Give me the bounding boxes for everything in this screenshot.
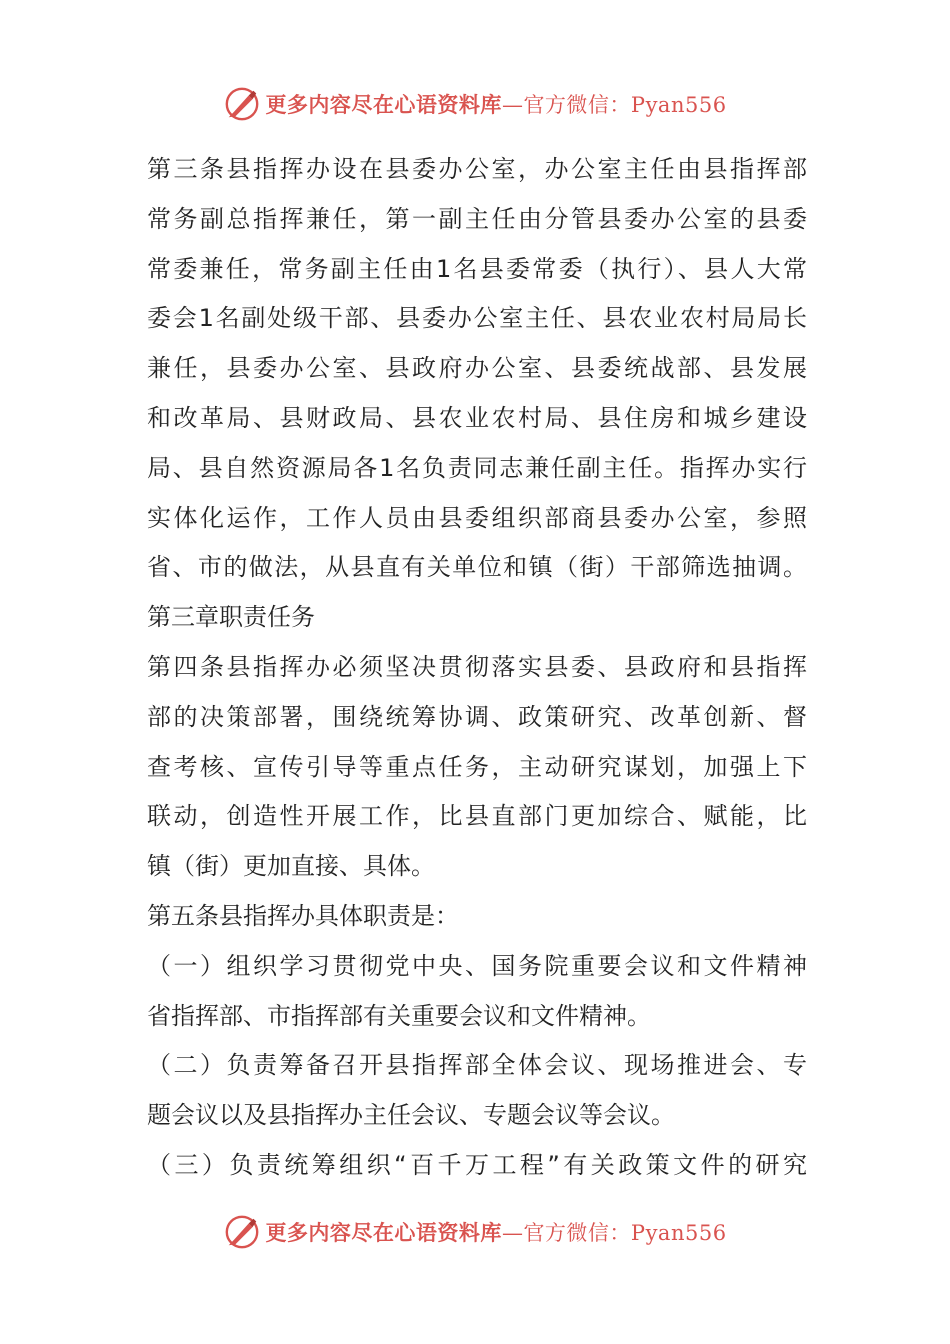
list-item-line: 省指挥部、市指挥部有关重要会议和文件精神。 <box>147 1001 651 1030</box>
paragraph-line: 和改革局、县财政局、县农业农村局、县住房和城乡建设 <box>147 403 807 432</box>
paragraph-line: 省、市的做法，从县直有关单位和镇（街）干部筛选抽调。 <box>147 553 807 582</box>
list-item-line: （一）组织学习贯彻党中央、国务院重要会议和文件精神 <box>147 951 807 980</box>
article-heading: 第五条县指挥办具体职责是： <box>147 901 459 930</box>
list-item-line: （三）负责统筹组织“百千万工程”有关政策文件的研究 <box>147 1150 807 1179</box>
paragraph-line: 局、县自然资源局各1名负责同志兼任副主任。指挥办实行 <box>147 453 807 482</box>
paragraph-line: 实体化运作，工作人员由县委组织部商县委办公室，参照 <box>147 503 807 532</box>
footer-watermark-text: 更多内容尽在心语资料库—官方微信：Pyan556 <box>265 1220 727 1245</box>
paragraph-line: 部的决策部署，围绕统筹协调、政策研究、改革创新、督 <box>147 702 807 731</box>
paragraph-line: 常务副总指挥兼任，第一副主任由分管县委办公室的县委 <box>147 204 807 233</box>
document-body <box>147 145 807 1191</box>
paragraph-line: 第四条县指挥办必须坚决贯彻落实县委、县政府和县指挥 <box>147 652 807 681</box>
chapter-heading: 第三章职责任务 <box>147 603 315 632</box>
footer-watermark <box>0 1210 950 1254</box>
pen-logo-icon <box>223 85 261 123</box>
header-watermark-text: 更多内容尽在心语资料库—官方微信：Pyan556 <box>265 92 727 117</box>
pen-logo-icon <box>223 1213 261 1251</box>
paragraph-line: 联动，创造性开展工作，比县直部门更加综合、赋能，比 <box>147 802 807 831</box>
list-item-line: （二）负责筹备召开县指挥部全体会议、现场推进会、专 <box>147 1051 807 1080</box>
list-item-line: 题会议以及县指挥办主任会议、专题会议等会议。 <box>147 1101 675 1130</box>
paragraph-line: 查考核、宣传引导等重点任务，主动研究谋划，加强上下 <box>147 752 807 781</box>
paragraph-line: 第三条县指挥办设在县委办公室，办公室主任由县指挥部 <box>147 155 807 183</box>
header-watermark <box>0 82 950 126</box>
paragraph-line: 镇（街）更加直接、具体。 <box>147 852 435 881</box>
paragraph-line: 委会1名副处级干部、县委办公室主任、县农业农村局局长 <box>147 304 807 333</box>
paragraph-line: 兼任，县委办公室、县政府办公室、县委统战部、县发展 <box>147 354 807 383</box>
paragraph-line: 常委兼任，常务副主任由1名县委常委（执行）、县人大常 <box>147 254 807 283</box>
